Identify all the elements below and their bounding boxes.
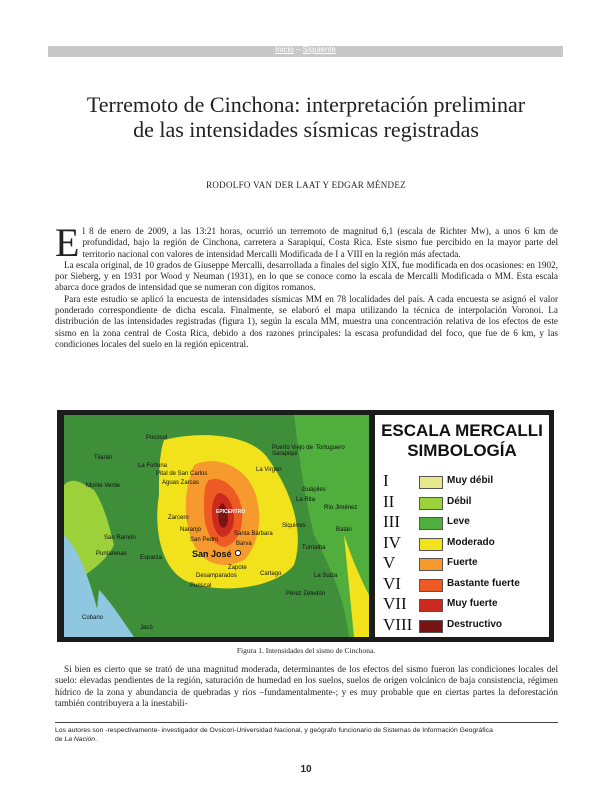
legend-roman-numeral: III xyxy=(383,512,400,531)
map-label-puriscal: Puriscal xyxy=(190,583,212,589)
article-body-continued xyxy=(55,664,558,709)
map-label-rio-jimenez: Río Jiménez xyxy=(324,505,358,511)
intensity-map xyxy=(64,415,369,637)
article-title xyxy=(40,92,572,142)
map-label-perez-zeledon: Pérez Zeledón xyxy=(286,591,326,597)
drop-cap: E xyxy=(55,220,80,265)
map-label-puntarenas: Puntarenas xyxy=(96,551,127,557)
legend-label: Leve xyxy=(447,516,470,527)
map-label-aguas-zarcas: Aguas Zarcas xyxy=(162,480,200,486)
footnote-prefix: de xyxy=(55,736,65,743)
nav-separator: – xyxy=(295,45,301,54)
legend-color-swatch xyxy=(419,599,443,612)
legend-color-swatch xyxy=(419,558,443,571)
map-label-guapiles: Guápiles xyxy=(302,487,326,493)
map-label-la-suiza: La Suiza xyxy=(314,573,338,579)
legend-roman-numeral: I xyxy=(383,471,389,490)
legend-row xyxy=(383,514,549,530)
map-label-batan: Batán xyxy=(336,527,352,533)
legend-roman-numeral: VI xyxy=(383,573,401,593)
legend-row xyxy=(383,596,549,612)
map-label-esparza: Esparza xyxy=(140,555,163,561)
map-label-cobano: Cobano xyxy=(82,615,104,621)
map-label-monteverde: Monte Verde xyxy=(86,483,121,489)
paragraph-4: Si bien es cierto que se trató de una magnitud moderada, determinantes de los efectos del sismo fueron las condiciones locales del suelo: elevadas pendientes de la región, saturación de humedad en los suelos, suelos de origen volcánico de baja consistencia, régimen hídrico de la zona y abundancia de quebradas y ríos –fundamentalmente-; y es muy probable que en ciertas partes la deforestación también contribuyera a la inestabili- xyxy=(55,664,558,708)
legend-color-swatch xyxy=(419,517,443,530)
paragraph-3: Para este estudio se aplicó la encuesta de intensidades sísmicas MM en 78 localidades del país. A cada encuesta se asignó el valor ponderado correspondiente de dicha escala. Finalmente, se elaboró el mapa utilizando la técnica de interpolación Voronoi. La distribución de las intensidades registradas (figura 1), según la escala MM, muestra una concentración relativa de los efectos de este sismo en la zona central de Costa Rica, debido a dos razones principales: la escasa profundidad del foco, que fue de 6 km, y las condiciones locales del suelo en la región epicentral. xyxy=(55,293,558,349)
navigation-bar xyxy=(48,46,563,57)
title-line-1: Terremoto de Cinchona: interpretación preliminar xyxy=(86,92,526,117)
map-label-siquirres: Siquirres xyxy=(282,523,306,529)
map-label-la-rita: La Rita xyxy=(296,497,316,503)
paragraph-1 xyxy=(55,220,558,265)
figure-1 xyxy=(57,410,554,642)
footnote xyxy=(55,726,558,744)
legend-label: Muy débil xyxy=(447,475,494,486)
legend-label: Bastante fuerte xyxy=(447,577,520,589)
map-label-naranjo: Naranjo xyxy=(180,527,202,533)
legend-roman-numeral: VII xyxy=(383,594,407,613)
legend-roman-numeral: IV xyxy=(383,532,401,552)
nav-next-link[interactable]: Siguiente xyxy=(302,45,336,54)
paragraph-1-text: l 8 de enero de 2009, a las 13:21 horas, ocurrió un terremoto de magnitud 6,1 (escala de Richter Mw), a unos 6 km de profundidad, bajo la región de Cinchona, carretera a Sarapiquí, Costa Rica. Este sismo fue percibido en la mayor parte del territorio nacional con valores de intensidad Mercalli Modificada de I a VIII en la región más afectada. xyxy=(82,226,558,259)
legend-label: Destructivo xyxy=(447,618,503,630)
map-label-tortuguero: Tortuguero xyxy=(316,445,345,451)
map-label-turrialba: Turrialba xyxy=(302,545,326,551)
nav-home-link[interactable]: Inicio xyxy=(275,45,294,54)
title-line-2: de las intensidades sísmicas registradas xyxy=(133,117,479,142)
map-label-tilaran: Tilarán xyxy=(94,455,113,461)
page-number: 10 xyxy=(300,764,312,775)
map-label-zapote: Zapote xyxy=(228,565,247,571)
map-label-zarcero: Zarcero xyxy=(168,515,189,521)
legend-row xyxy=(383,573,549,593)
legend-color-swatch xyxy=(419,497,443,510)
legend-row xyxy=(383,614,549,634)
legend-row xyxy=(383,555,549,571)
map-label-puerto-viejo: Puerto Viejo de Sarapiquí xyxy=(272,445,313,457)
map-label-san-ramon: San Ramón xyxy=(104,535,136,541)
legend-label: Moderado xyxy=(447,536,495,548)
legend-color-swatch xyxy=(419,538,443,551)
footnote-line-1: Los autores son -respectivamente- investigador de Ovsicori-Universidad Nacional, y geógrafo funcionario de Sistemas de Información Geográfica xyxy=(55,727,493,734)
nav-links xyxy=(48,45,563,54)
map-label-la-fortuna: La Fortuna xyxy=(138,463,168,469)
legend-roman-numeral: II xyxy=(383,491,395,511)
map-label-barva: Barva xyxy=(236,541,252,547)
map-label-san-pedro: San Pedro xyxy=(190,537,219,543)
legend-label: Muy fuerte xyxy=(447,598,498,609)
legend-color-swatch xyxy=(419,579,443,592)
map-legend xyxy=(375,415,549,637)
legend-color-swatch xyxy=(419,620,443,633)
legend-label: Fuerte xyxy=(447,557,478,568)
legend-row xyxy=(383,491,549,511)
footnote-suffix: . xyxy=(95,736,97,743)
legend-row xyxy=(383,473,549,489)
footnote-publication: La Nación xyxy=(64,736,96,743)
map-label-desamparados: Desamparados xyxy=(196,573,237,579)
article-body xyxy=(55,220,558,350)
legend-label: Débil xyxy=(447,495,472,507)
map-label-san-jose: San José xyxy=(192,549,232,559)
legend-roman-numeral: V xyxy=(383,553,396,572)
footnote-divider xyxy=(55,722,558,723)
legend-row xyxy=(383,532,549,552)
legend-subtitle: SIMBOLOGÍA xyxy=(407,441,517,460)
legend-title: ESCALA MERCALLI xyxy=(381,421,543,440)
figure-caption: Figura 1. Intensidades del sismo de Cinchona. xyxy=(236,646,376,655)
legend-color-swatch xyxy=(419,476,443,489)
footnote-line-2 xyxy=(55,735,558,744)
map-label-jaco: Jacó xyxy=(140,625,153,631)
map-label-santa-barbara: Santa Bárbara xyxy=(234,531,273,537)
map-label-la-virgen: La Virgen xyxy=(256,467,282,473)
map-label-cartago: Cartago xyxy=(260,571,282,577)
map-label-pital: Pital de San Carlos xyxy=(156,471,208,477)
map-label-pocosol: Pocosol xyxy=(146,435,168,441)
legend-roman-numeral: VIII xyxy=(383,614,413,634)
map-label-epicentro: EPICENTRO xyxy=(216,509,246,515)
article-authors: RODOLFO VAN DER LAAT Y EDGAR MÉNDEZ xyxy=(206,180,406,190)
paragraph-2: La escala original, de 10 grados de Giuseppe Mercalli, desarrollada a finales del siglo XIX, fue modificada en dos ocasiones: en 1902, por Sieberg, y en 1931 por Wood y Neuman (1931), en lo que se conoce como la escala de Mercalli Modificada o MM. Esta escala abarca doce grados de intensidad que se numeran con dígitos romanos. xyxy=(55,259,558,293)
